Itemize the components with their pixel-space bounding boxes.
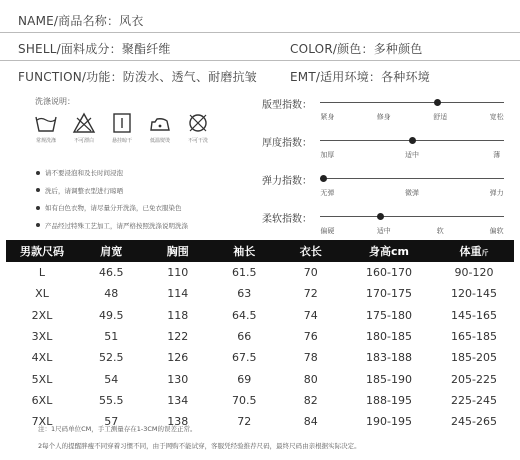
- table-cell: 118: [167, 308, 189, 322]
- scale-label: 厚度指数：: [262, 138, 312, 149]
- table-cell: 72: [303, 287, 318, 301]
- size-table: [6, 240, 514, 432]
- note-item: [36, 203, 188, 212]
- table-row: [6, 390, 514, 411]
- table-row: [6, 283, 514, 304]
- scale-option: 偏硬: [320, 227, 335, 235]
- scale-indicator: [320, 175, 327, 182]
- table-cell: 90-120: [454, 266, 494, 280]
- header-weight: 体重: [459, 245, 482, 258]
- table-cell: 180-185: [366, 330, 412, 344]
- scale-option: 宽松: [489, 113, 504, 121]
- table-row: [6, 368, 514, 389]
- washing-icons: [30, 112, 214, 144]
- thickness-scale: [262, 134, 512, 164]
- table-cell: 46.5: [99, 266, 124, 280]
- scale-option: 加厚: [320, 151, 335, 159]
- table-cell: 7XL: [31, 415, 53, 429]
- wash-item: [68, 112, 100, 144]
- table-cell: 6XL: [31, 393, 53, 407]
- scale-option: 紧身: [320, 113, 335, 121]
- table-cell: 72: [237, 415, 252, 429]
- bullet-icon: [36, 188, 40, 192]
- color-info: COLOR/颜色：多种颜色: [290, 42, 423, 56]
- scale-option: 舒适: [433, 113, 448, 121]
- table-cell: XL: [35, 287, 49, 301]
- bullet-icon: [36, 171, 40, 175]
- elasticity-scale: [262, 172, 512, 202]
- fit-scale: [262, 96, 512, 126]
- scale-option: 薄: [493, 151, 501, 159]
- scale-option: 适中: [405, 151, 419, 159]
- hang-dry-icon: [110, 112, 134, 134]
- table-cell: 52.5: [99, 351, 124, 365]
- scale-label: 柔软指数：: [262, 214, 312, 225]
- header-sleeve: 袖长: [211, 240, 278, 262]
- hand-wash-icon: [34, 112, 58, 134]
- table-cell: 49.5: [99, 308, 124, 322]
- wash-item: [30, 112, 62, 144]
- table-cell: 80: [303, 372, 318, 386]
- table-cell: 84: [303, 415, 318, 429]
- weight-unit: 斤: [481, 249, 489, 257]
- header-weight-cell: [434, 240, 514, 262]
- scale-label: 版型指数：: [262, 100, 312, 111]
- wash-label: 低温熨烫: [149, 138, 170, 144]
- table-cell: 82: [303, 393, 318, 407]
- scale-option: 微弹: [405, 189, 419, 197]
- footnote: 注：1尺码单位CM，手工测量存在1-3CM的误差正常。: [38, 425, 197, 433]
- table-cell: 120-145: [451, 287, 497, 301]
- header-divider: [0, 60, 520, 61]
- scale-bar: [320, 102, 504, 103]
- table-cell: 51: [104, 330, 119, 344]
- table-cell: 145-165: [451, 308, 497, 322]
- shell-material: SHELL/面料成分：聚酯纤维: [18, 42, 171, 56]
- header-shoulder: 肩宽: [78, 240, 145, 262]
- iron-low-icon: [148, 112, 172, 134]
- table-cell: 225-245: [451, 393, 497, 407]
- table-header-row: [6, 240, 514, 262]
- table-row: [6, 262, 514, 283]
- table-cell: 76: [303, 330, 318, 344]
- softness-scale: [262, 210, 512, 240]
- header-chest: 胸围: [145, 240, 212, 262]
- function-info: FUNCTION/功能：防泼水、透气、耐磨抗皱: [18, 70, 257, 84]
- environment-info: EMT/适用环境：各种环境: [290, 70, 430, 84]
- table-cell: 130: [167, 372, 189, 386]
- scale-options: [320, 150, 504, 162]
- table-cell: 4XL: [31, 351, 53, 365]
- table-cell: 67.5: [232, 351, 257, 365]
- washing-title: 洗涤说明：: [35, 97, 75, 106]
- bullet-icon: [36, 223, 40, 227]
- table-cell: 190-195: [366, 415, 412, 429]
- table-cell: 57: [104, 415, 119, 429]
- wash-label: 悬挂晾干: [111, 138, 132, 144]
- table-cell: 134: [167, 393, 189, 407]
- table-cell: 205-225: [451, 372, 497, 386]
- scale-indicator: [434, 99, 441, 106]
- table-cell: 126: [167, 351, 189, 365]
- table-cell: 185-190: [366, 372, 412, 386]
- scale-options: [320, 226, 504, 238]
- scale-option: 软: [436, 227, 444, 235]
- table-cell: 48: [104, 287, 119, 301]
- table-cell: 122: [167, 330, 189, 344]
- scale-indicator: [377, 213, 384, 220]
- table-cell: 70.5: [232, 393, 257, 407]
- table-row: [6, 305, 514, 326]
- note-text: 洗后，请调整衣型进行晾晒: [45, 186, 123, 195]
- table-cell: 188-195: [366, 393, 412, 407]
- product-name: NAME/商品名称：风衣: [18, 14, 144, 28]
- scale-option: 偏软: [489, 227, 504, 235]
- table-cell: 5XL: [31, 372, 53, 386]
- header-height: 身高cm: [344, 240, 434, 262]
- note-item: [36, 221, 188, 230]
- note-item: [36, 186, 188, 195]
- table-cell: 170-175: [366, 287, 412, 301]
- table-cell: 70: [303, 266, 318, 280]
- table-body: [6, 262, 514, 432]
- table-cell: 175-180: [366, 308, 412, 322]
- table-cell: 245-265: [451, 415, 497, 429]
- header-size: 男款尺码: [6, 240, 78, 262]
- note-text: 请不要浸泡和及长时间浸泡: [45, 169, 123, 177]
- scale-option: 适中: [376, 227, 391, 235]
- table-cell: 78: [303, 351, 318, 365]
- table-cell: 61.5: [232, 266, 257, 280]
- table-cell: 138: [167, 415, 189, 429]
- no-bleach-icon: [72, 112, 96, 134]
- wash-label: 常规洗涤: [35, 138, 56, 144]
- no-dry-clean-icon: [186, 112, 210, 134]
- wash-item: [106, 112, 138, 144]
- wash-item: [182, 112, 214, 144]
- footnote: 2每个人的提醒胖瘦不同穿着习惯不同，由于网购不能试穿，客服凭经验推荐尺码，最终尺码由亲根据实际决定。: [38, 442, 361, 450]
- scale-label: 弹力指数：: [262, 176, 312, 187]
- scale-options: [320, 112, 504, 124]
- scale-option: 弹力: [489, 189, 504, 197]
- header-length: 衣长: [278, 240, 345, 262]
- scale-option: 修身: [376, 113, 391, 121]
- table-cell: 183-188: [366, 351, 412, 365]
- washing-notes: [36, 168, 188, 238]
- table-cell: L: [38, 266, 46, 280]
- table-cell: 54: [104, 372, 119, 386]
- wash-item: [144, 112, 176, 144]
- scale-options: [320, 188, 504, 200]
- table-cell: 64.5: [232, 308, 257, 322]
- scale-bar: [320, 216, 504, 217]
- table-cell: 2XL: [31, 308, 53, 322]
- wash-label: 不可干洗: [187, 138, 208, 144]
- table-row: [6, 326, 514, 347]
- wash-label: 不可漂白: [73, 138, 94, 144]
- table-cell: 110: [167, 266, 189, 280]
- table-cell: 3XL: [31, 330, 53, 344]
- table-cell: 185-205: [451, 351, 497, 365]
- table-cell: 114: [167, 287, 189, 301]
- note-text: 如有白色衣物，请尽量分开洗涤，已免衣服染色: [45, 204, 182, 212]
- table-cell: 69: [237, 372, 252, 386]
- note-item: [36, 168, 188, 177]
- bullet-icon: [36, 206, 40, 210]
- table-cell: 63: [237, 287, 252, 301]
- table-cell: 55.5: [99, 393, 124, 407]
- table-cell: 165-185: [451, 330, 497, 344]
- table-row: [6, 347, 514, 368]
- table-cell: 74: [303, 308, 318, 322]
- note-text: 产品经过特殊工艺加工，请严格按照洗涤说明洗涤: [45, 221, 188, 230]
- scale-bar: [320, 178, 504, 179]
- table-cell: 160-170: [366, 266, 412, 280]
- scale-indicator: [409, 137, 416, 144]
- scale-option: 无弹: [320, 189, 335, 197]
- table-cell: 66: [237, 330, 252, 344]
- header-divider: [0, 32, 520, 33]
